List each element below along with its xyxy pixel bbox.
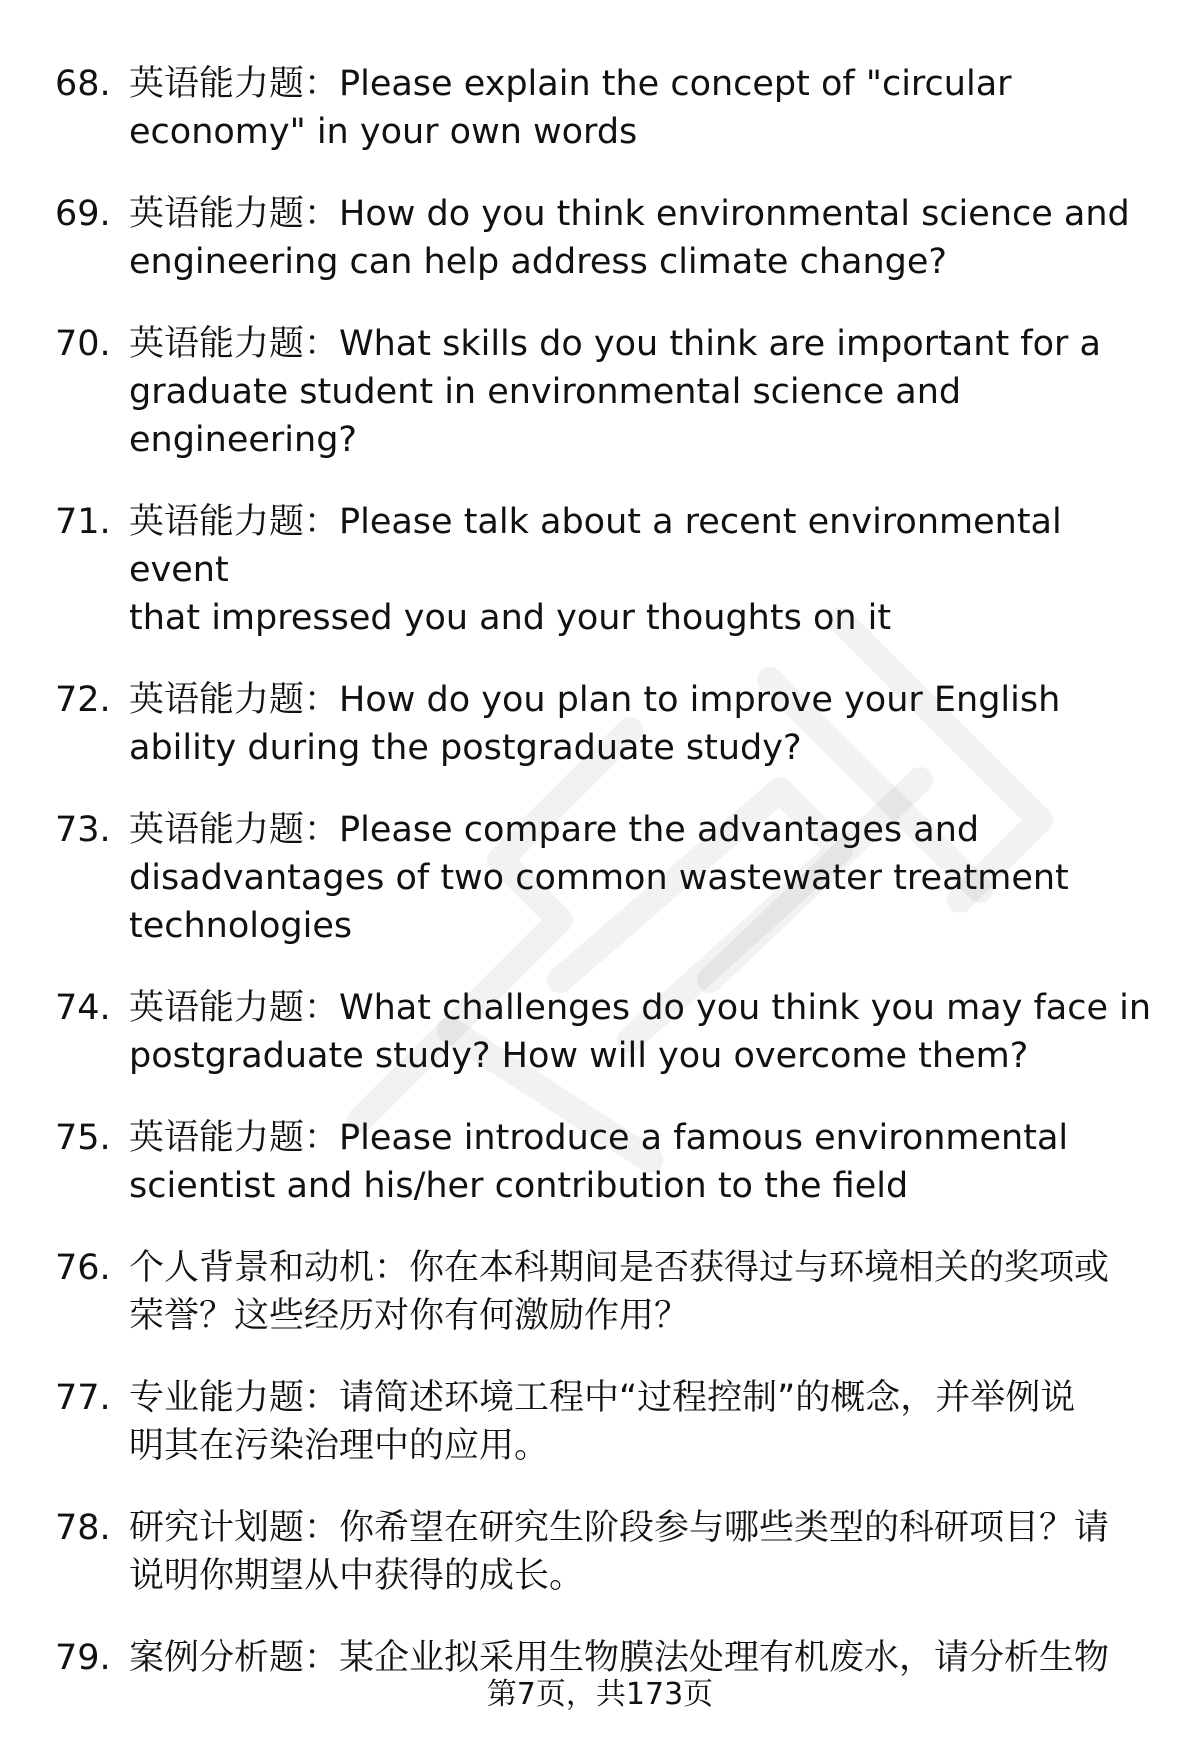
- list-item: [55, 984, 1155, 1080]
- question-list: [55, 60, 1155, 1716]
- question-text: 专业能力题：请简述环境工程中“过程控制”的概念，并举例说 明其在污染治理中的应用。: [129, 1378, 1076, 1466]
- question-number: 70.: [55, 324, 111, 364]
- question-text: 英语能力题：What challenges do you think you may face in postgraduate study? How will you overcome them?: [129, 988, 1152, 1076]
- question-number: 69.: [55, 194, 111, 234]
- question-text: 英语能力题：Please explain the concept of "circular economy" in your own words: [129, 64, 1012, 152]
- question-text: 英语能力题：Please introduce a famous environmental scientist and his/her contribution to the field: [129, 1118, 1069, 1206]
- list-item: [55, 1374, 1155, 1470]
- question-text: 英语能力题：Please compare the advantages and disadvantages of two common wastewater treatment technologies: [129, 810, 1069, 946]
- question-number: 78.: [55, 1508, 111, 1548]
- question-text: 英语能力题：How do you plan to improve your English ability during the postgraduate study?: [129, 680, 1061, 768]
- question-text: 英语能力题：How do you think environmental science and engineering can help address climate change?: [129, 194, 1130, 282]
- question-number: 74.: [55, 988, 111, 1028]
- question-number: 72.: [55, 680, 111, 720]
- question-text: 英语能力题：Please talk about a recent environmental event that impressed you and your thoughts on it: [129, 502, 1062, 638]
- list-item: [55, 498, 1155, 642]
- list-item: [55, 676, 1155, 772]
- question-number: 76.: [55, 1248, 111, 1288]
- page-number-footer: 第7页，共173页: [486, 1677, 714, 1712]
- question-text: 英语能力题：What skills do you think are important for a graduate student in environmental science and engineering?: [129, 324, 1101, 460]
- list-item: [55, 806, 1155, 950]
- question-number: 73.: [55, 810, 111, 850]
- question-number: 77.: [55, 1378, 111, 1418]
- list-item: [55, 1504, 1155, 1600]
- question-text: 案例分析题：某企业拟采用生物膜法处理有机废水，请分析生物: [129, 1638, 1110, 1678]
- question-number: 68.: [55, 64, 111, 104]
- question-number: 79.: [55, 1638, 111, 1678]
- question-number: 75.: [55, 1118, 111, 1158]
- question-text: 研究计划题：你希望在研究生阶段参与哪些类型的科研项目？请 说明你期望从中获得的成长。: [129, 1508, 1110, 1596]
- list-item: [55, 1244, 1155, 1340]
- list-item: [55, 320, 1155, 464]
- question-number: 71.: [55, 502, 111, 542]
- list-item: [55, 1114, 1155, 1210]
- list-item: [55, 60, 1155, 156]
- question-text: 个人背景和动机：你在本科期间是否获得过与环境相关的奖项或 荣誉？这些经历对你有何激励作用？: [129, 1248, 1110, 1336]
- list-item: [55, 190, 1155, 286]
